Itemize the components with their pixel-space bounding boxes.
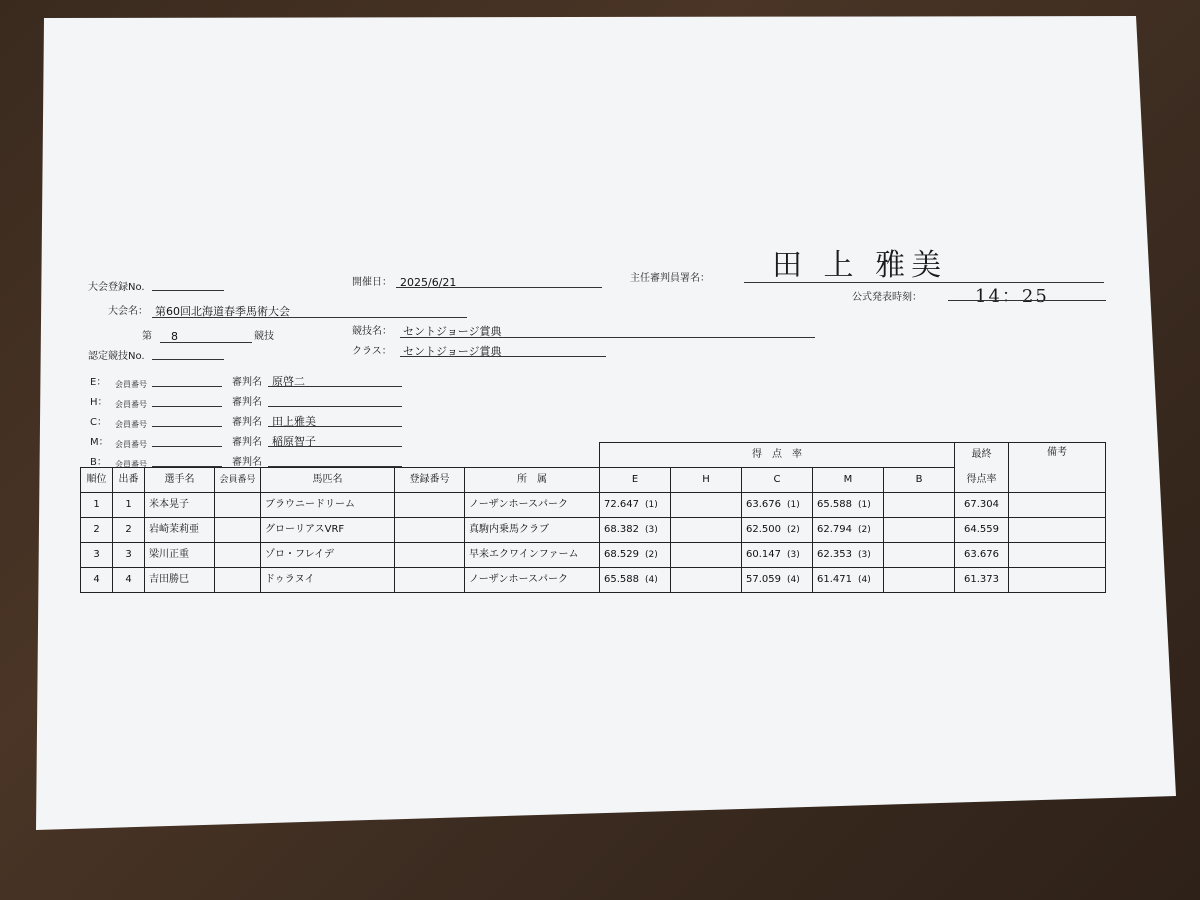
- member-no-label: 会員番号: [115, 400, 147, 409]
- date-label: 開催日：: [352, 277, 392, 288]
- time-line: [948, 300, 1106, 301]
- c-score-cell: [742, 568, 813, 593]
- c-rank: (1): [787, 500, 800, 510]
- competition-name-value: セントジョージ賞典: [403, 325, 502, 338]
- score-group-header-row: [81, 443, 1106, 468]
- col-rank: 順位: [81, 468, 113, 493]
- class-label: クラス：: [352, 346, 392, 357]
- e-rank: (4): [645, 575, 658, 585]
- club-cell: 早来エクワインファーム: [465, 543, 600, 568]
- horse-cell: ブラウニードリーム: [261, 493, 395, 518]
- b-score-cell: [884, 518, 955, 543]
- judge-name: 原啓二: [272, 375, 305, 388]
- signature-line: [744, 282, 1104, 283]
- final-score-cell: 61.373: [955, 568, 1009, 593]
- table-row: [81, 518, 1106, 543]
- event-label: 大会名：: [108, 306, 148, 317]
- horse-cell: ドゥラヌイ: [261, 568, 395, 593]
- e-score: 68.382: [604, 524, 639, 535]
- rank-cell: 4: [81, 568, 113, 593]
- h-score-cell: [671, 543, 742, 568]
- e-score-cell: [600, 568, 671, 593]
- final-header-bottom: 得点率: [955, 468, 1009, 493]
- competition-suffix: 競技: [254, 331, 274, 342]
- competition-name-line: [400, 337, 815, 338]
- member-no-label: 会員番号: [115, 420, 147, 429]
- col-b: B: [884, 468, 955, 493]
- reg-cell: [395, 518, 465, 543]
- c-score: 57.059: [746, 574, 781, 585]
- m-score: 62.353: [817, 549, 852, 560]
- c-rank: (2): [787, 525, 800, 535]
- chief-judge-label: 主任審判員署名：: [630, 273, 710, 284]
- member-no-line: [152, 386, 222, 387]
- m-rank: (2): [858, 525, 871, 535]
- judge-position: M：: [90, 437, 109, 448]
- time-value: 14：25: [975, 286, 1049, 307]
- rider-cell: 米本晃子: [145, 493, 215, 518]
- time-label: 公式発表時刻：: [852, 292, 922, 303]
- judge-position: C：: [90, 417, 107, 428]
- final-score-cell: 63.676: [955, 543, 1009, 568]
- m-rank: (3): [858, 550, 871, 560]
- competition-prefix: 第: [142, 331, 152, 342]
- note-cell: [1009, 493, 1106, 518]
- horse-cell: グローリアスVRF: [261, 518, 395, 543]
- member-cell: [215, 568, 261, 593]
- b-score-cell: [884, 493, 955, 518]
- col-horse: 馬匹名: [261, 468, 395, 493]
- remarks-header: 備考: [1009, 443, 1106, 493]
- judge-position: H：: [90, 397, 108, 408]
- judge-position: B：: [90, 457, 107, 468]
- member-no-line: [152, 426, 222, 427]
- reg-no-label: 大会登録No.: [88, 282, 145, 293]
- club-cell: ノーザンホースパーク: [465, 493, 600, 518]
- col-member-no: 会員番号: [215, 468, 261, 493]
- column-header-row: [81, 468, 1106, 493]
- horse-cell: ゾロ・フレイデ: [261, 543, 395, 568]
- reg-cell: [395, 543, 465, 568]
- b-score-cell: [884, 543, 955, 568]
- rider-cell: 吉田勝巳: [145, 568, 215, 593]
- h-rank: [675, 550, 681, 560]
- order-cell: 3: [113, 543, 145, 568]
- e-rank: (1): [645, 500, 658, 510]
- member-cell: [215, 518, 261, 543]
- judge-name-line: [268, 426, 402, 427]
- h-score-cell: [671, 518, 742, 543]
- c-score: 63.676: [746, 499, 781, 510]
- col-rider: 選手名: [145, 468, 215, 493]
- member-no-line: [152, 406, 222, 407]
- col-reg-no: 登録番号: [395, 468, 465, 493]
- m-score-cell: [813, 568, 884, 593]
- final-score-cell: 64.559: [955, 518, 1009, 543]
- competition-no: 8: [171, 330, 178, 343]
- judge-name-line: [268, 386, 402, 387]
- score-group-header: 得 点 率: [600, 443, 955, 468]
- c-rank: (4): [787, 575, 800, 585]
- rank-cell: 1: [81, 493, 113, 518]
- col-order: 出番: [113, 468, 145, 493]
- table-row: [81, 568, 1106, 593]
- chief-judge-signature: 田 上 雅美: [772, 248, 948, 283]
- h-score-cell: [671, 568, 742, 593]
- order-cell: 2: [113, 518, 145, 543]
- judge-name-line: [268, 406, 402, 407]
- class-line: [400, 356, 606, 357]
- e-score-cell: [600, 493, 671, 518]
- judge-name-label: 審判名: [232, 457, 262, 468]
- c-score: 60.147: [746, 549, 781, 560]
- m-score: 65.588: [817, 499, 852, 510]
- e-rank: (3): [645, 525, 658, 535]
- col-club: 所 属: [465, 468, 600, 493]
- judge-name-label: 審判名: [232, 417, 262, 428]
- certified-line: [152, 359, 224, 360]
- competition-name-label: 競技名：: [352, 326, 392, 337]
- judge-name: 稲原智子: [272, 435, 316, 448]
- member-no-label: 会員番号: [115, 380, 147, 389]
- note-cell: [1009, 518, 1106, 543]
- class-value: セントジョージ賞典: [403, 345, 502, 358]
- c-score-cell: [742, 543, 813, 568]
- col-m: M: [813, 468, 884, 493]
- b-score-cell: [884, 568, 955, 593]
- member-no-label: 会員番号: [115, 460, 147, 469]
- h-rank: [675, 575, 681, 585]
- reg-cell: [395, 568, 465, 593]
- note-cell: [1009, 543, 1106, 568]
- judge-name: 田上雅美: [272, 415, 316, 428]
- date-value: 2025/6/21: [400, 276, 457, 289]
- final-score-cell: 67.304: [955, 493, 1009, 518]
- col-e: E: [600, 468, 671, 493]
- reg-cell: [395, 493, 465, 518]
- club-cell: ノーザンホースパーク: [465, 568, 600, 593]
- e-score: 68.529: [604, 549, 639, 560]
- m-rank: (4): [858, 575, 871, 585]
- rider-cell: 岩崎茉莉亜: [145, 518, 215, 543]
- results-table: [80, 442, 1106, 593]
- m-score-cell: [813, 518, 884, 543]
- rank-cell: 2: [81, 518, 113, 543]
- table-row: [81, 493, 1106, 518]
- c-score-cell: [742, 518, 813, 543]
- reg-no-line: [152, 290, 224, 291]
- m-score-cell: [813, 493, 884, 518]
- judge-name-label: 審判名: [232, 437, 262, 448]
- c-score: 62.500: [746, 524, 781, 535]
- order-cell: 1: [113, 493, 145, 518]
- e-score-cell: [600, 518, 671, 543]
- order-cell: 4: [113, 568, 145, 593]
- rank-cell: 3: [81, 543, 113, 568]
- member-cell: [215, 543, 261, 568]
- c-rank: (3): [787, 550, 800, 560]
- final-header-top: 最終: [955, 443, 1009, 468]
- judge-name-label: 審判名: [232, 377, 262, 388]
- m-score: 62.794: [817, 524, 852, 535]
- m-score: 61.471: [817, 574, 852, 585]
- judge-name-label: 審判名: [232, 397, 262, 408]
- event-value: 第60回北海道春季馬術大会: [155, 305, 290, 318]
- date-line: [396, 287, 602, 288]
- rider-cell: 梁川正重: [145, 543, 215, 568]
- c-score-cell: [742, 493, 813, 518]
- e-score: 72.647: [604, 499, 639, 510]
- e-rank: (2): [645, 550, 658, 560]
- note-cell: [1009, 568, 1106, 593]
- h-score-cell: [671, 493, 742, 518]
- e-score-cell: [600, 543, 671, 568]
- spacer-cell: [81, 443, 600, 468]
- club-cell: 真駒内乗馬クラブ: [465, 518, 600, 543]
- member-cell: [215, 493, 261, 518]
- h-rank: [675, 525, 681, 535]
- table-row: [81, 543, 1106, 568]
- certified-label: 認定競技No.: [88, 351, 145, 362]
- col-c: C: [742, 468, 813, 493]
- h-rank: [675, 500, 681, 510]
- judge-position: E：: [90, 377, 107, 388]
- m-score-cell: [813, 543, 884, 568]
- competition-no-line: [160, 342, 252, 343]
- m-rank: (1): [858, 500, 871, 510]
- member-no-label: 会員番号: [115, 440, 147, 449]
- e-score: 65.588: [604, 574, 639, 585]
- event-line: [152, 317, 467, 318]
- col-h: H: [671, 468, 742, 493]
